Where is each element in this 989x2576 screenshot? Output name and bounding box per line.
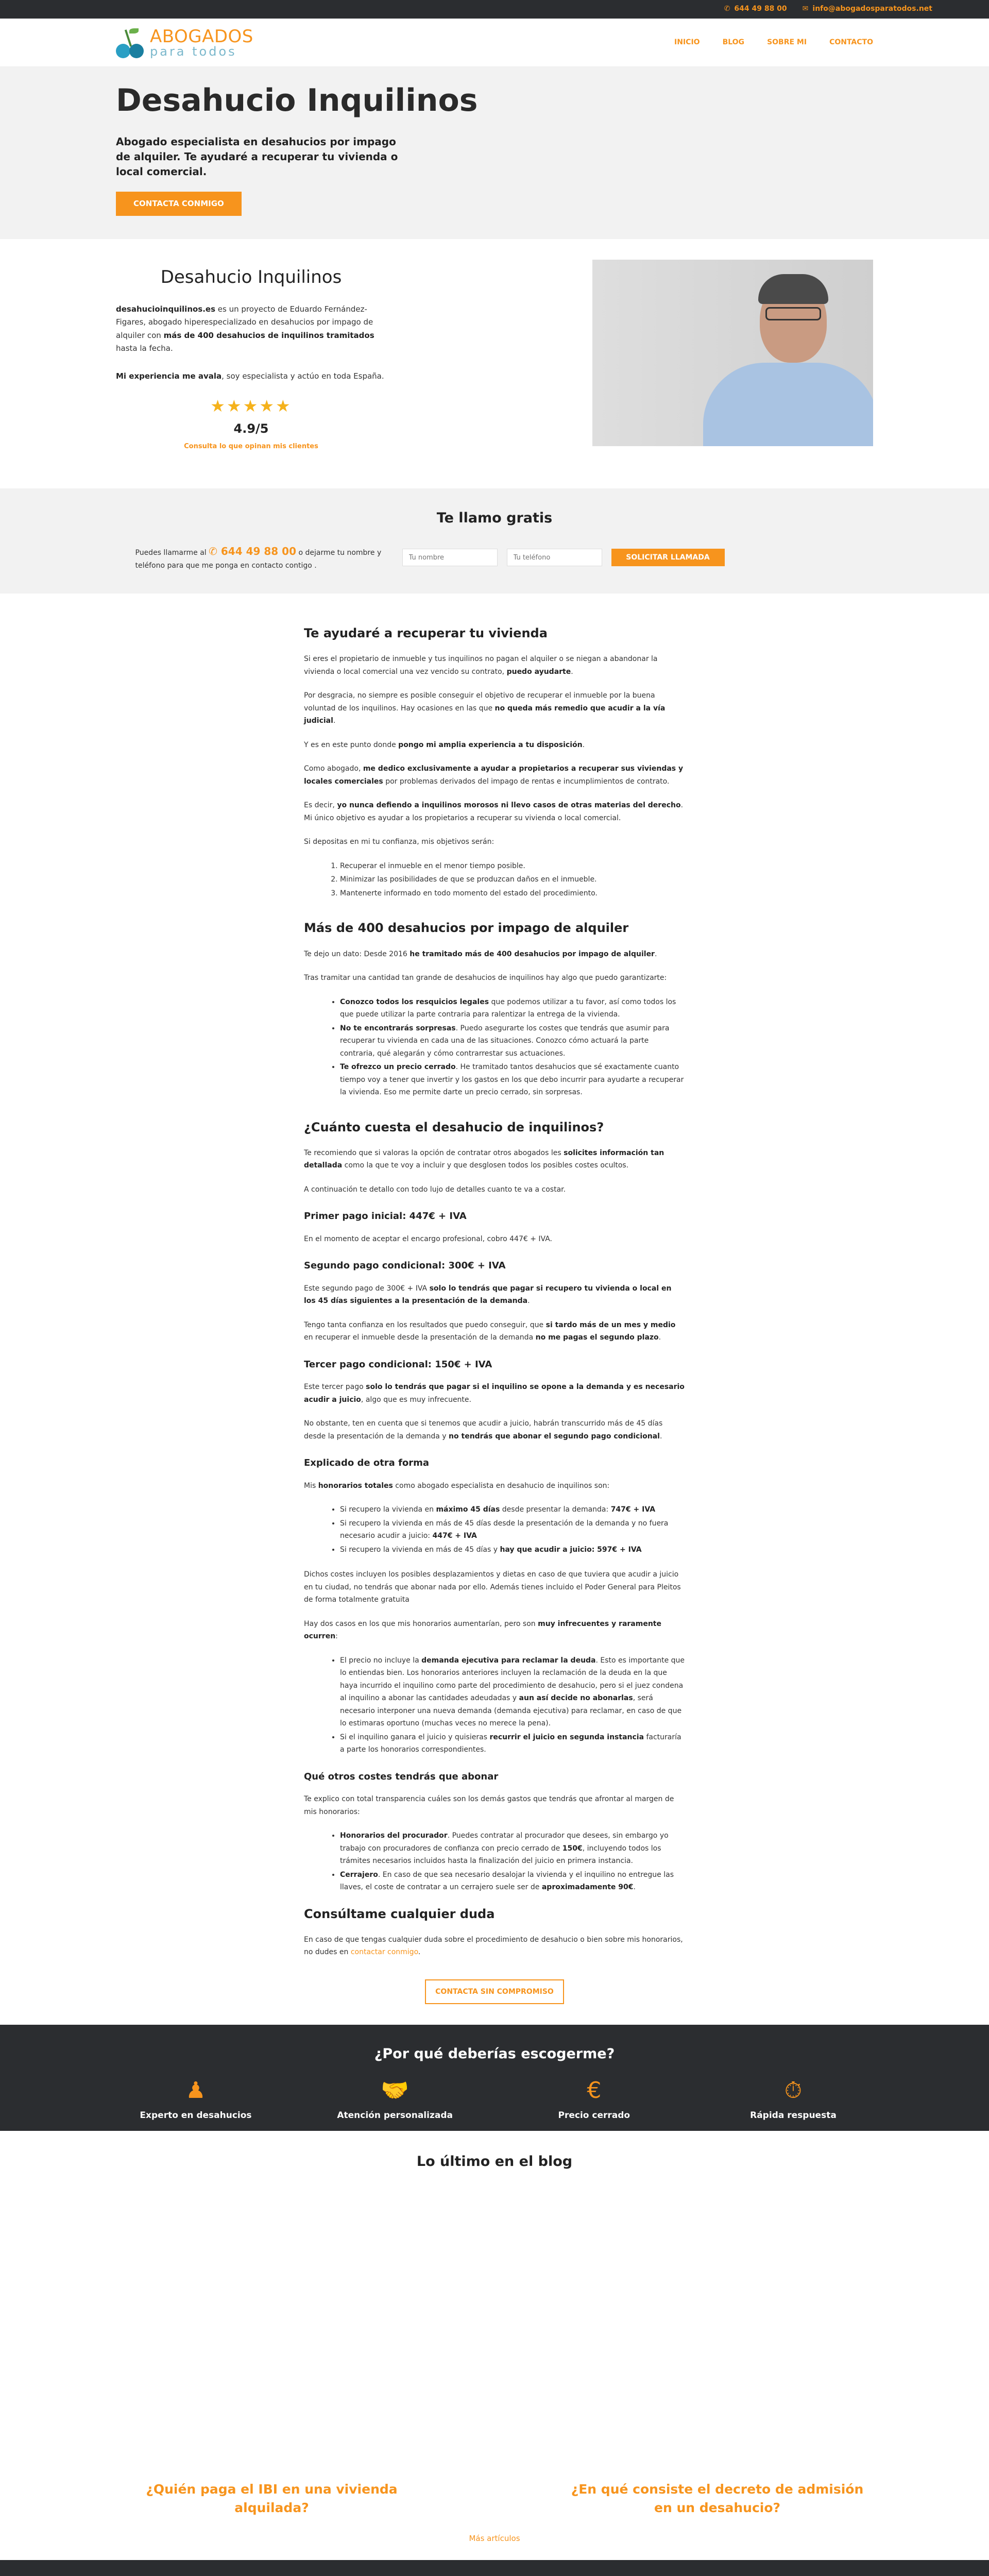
nav-item-blog[interactable]: BLOG — [722, 38, 745, 47]
paragraph: Como abogado, me dedico exclusivamente a ayudar a propietarios a recuperar sus viviendas y locales comerciales por problemas derivados del impago de rentas e incumplimientos de contrato. — [304, 765, 684, 786]
list-item: • Te ofrezco un precio cerrado. He tramitado tantos desahucios que sé exactamente cuanto tiempo voy a tener que invertir y los gastos en los que debo incurrir para ayudarte a recuperar la vivienda. Eso me permite darte un precio cerrado, sin sorpresas. — [340, 1061, 685, 1099]
main-article — [304, 594, 685, 2025]
list-item: • Conozco todos los resquicios legales que podemos utilizar a tu favor, así como todos los que puede utilizar la parte contraria para ralentizar la entrega de la vivienda. — [340, 996, 685, 1021]
nav-item-contacto[interactable]: CONTACTO — [829, 38, 873, 47]
topbar-phone[interactable] — [724, 3, 787, 15]
heading-400: Más de 400 desahucios por impago de alquiler — [304, 921, 629, 936]
phone-input[interactable] — [507, 549, 602, 566]
callback-phone-link[interactable]: ✆ 644 49 88 00 — [209, 545, 297, 558]
heading-cost: ¿Cuánto cuesta el desahucio de inquilinos? — [304, 1120, 604, 1134]
handshake-icon: 🤝 — [381, 2077, 410, 2104]
intro-title: Desahucio Inquilinos — [160, 266, 342, 287]
hero-subtitle: Abogado especialista en desahucios por impago de alquiler. Te ayudaré a recuperar tu vivienda o local comercial. — [116, 135, 398, 178]
cherries-logo-icon — [116, 27, 145, 58]
paragraph: Te dejo un dato: Desde 2016 he tramitado más de 400 desahucios por impago de alquiler. — [304, 950, 657, 958]
more-articles-link[interactable]: Más artículos — [469, 2533, 520, 2543]
hero-contact-button[interactable]: CONTACTA CONMIGO — [116, 192, 242, 216]
paragraph: No obstante, ten en cuenta que si tenemos que acudir a juicio, habrán transcurrido más de 45 días desde la presentación de la demanda y no tendrás que abonar el segundo pago condicional. — [304, 1419, 663, 1440]
topbar-phone-text: 644 49 88 00 — [734, 5, 787, 13]
topbar-email[interactable] — [803, 3, 932, 15]
list-item: • Si el inquilino ganara el juicio y quisieras recurrir el juicio en segunda instancia facturaría a parte los honorarios correspondientes. — [340, 1731, 685, 1756]
feature-fast — [716, 2079, 871, 2123]
contact-me-link[interactable]: contactar conmigo — [350, 1948, 418, 1957]
paragraph: A continuación te detallo con todo lujo de detalles cuanto te va a costar. — [304, 1185, 566, 1194]
blog-title: Lo último en el blog — [416, 2154, 573, 2170]
paragraph: Si eres el propietario de inmueble y tus inquilinos no pagan el alquiler o se niegan a abandonar la vivienda o local comercial una vez vencido su contrato, puedo ayudarte. — [304, 655, 658, 676]
heading-other-costs: Qué otros costes tendrás que abonar — [304, 1771, 499, 1782]
list-item: 2. Minimizar las posibilidades de que se produzcan daños en el inmueble. — [340, 873, 685, 886]
nav-item-sobre-mi[interactable]: SOBRE MI — [767, 38, 807, 47]
heading-second-payment: Segundo pago condicional: 300€ + IVA — [304, 1260, 506, 1272]
blog-post-link[interactable]: ¿En qué consiste el decreto de admisión en un desahucio? — [571, 2482, 864, 2516]
list-item: • Si recupero la vivienda en máximo 45 días desde presentar la demanda: 747€ + IVA — [340, 1503, 685, 1516]
paragraph: Dichos costes incluyen los posibles desplazamientos y dietas en caso de que tuviera que acudir a juicio en tu ciudad, no tendrás que abonar nada por ello. Además tienes incluido el Poder General para Pleitos de forma totalmente gratuita — [304, 1570, 681, 1604]
paragraph: Es decir, yo nunca defiendo a inquilinos morosos ni llevo casos de otras materias del derecho. Mi único objetivo es ayudar a los propietarios a recuperar su vivienda o local comercial. — [304, 801, 684, 822]
other-costs-list — [340, 1829, 685, 1894]
rating-score: 4.9/5 — [233, 421, 269, 436]
paragraph: Mis honorarios totales como abogado especialista en desahucio de inquilinos son: — [304, 1481, 610, 1490]
paragraph: Este tercer pago solo lo tendrás que pagar si el inquilino se opone a la demanda y es necesario acudir a juicio, algo que es muy infrecuente. — [304, 1383, 685, 1404]
feature-price — [517, 2079, 671, 2123]
list-item: • Si recupero la vivienda en más de 45 días desde la presentación de la demanda y no fuera necesario acudir a juicio: 447€ + IVA — [340, 1517, 685, 1543]
intro-paragraph-1: desahucioinquilinos.es es un proyecto de Eduardo Fernández-Figares, abogado hiperespecializado en desahucios por impago de alquiler con más de 400 desahucios de inquilinos tramitados hasta la fecha. — [116, 304, 374, 353]
goals-list — [340, 860, 685, 900]
site-footer — [0, 2560, 989, 2576]
rating-stars-icon: ★★★★★ — [210, 396, 292, 416]
heading-help: Te ayudaré a recuperar tu vivienda — [304, 626, 548, 641]
paragraph: Tengo tanta confianza en los resultados que puedo conseguir, que si tardo más de un mes y medio en recuperar el inmueble desde la presentación de la demanda no me pagas el segundo plazo. — [304, 1320, 676, 1342]
main-nav — [674, 37, 873, 48]
contact-no-commitment-button[interactable]: CONTACTA SIN COMPROMISO — [425, 1979, 564, 2005]
heading-explained: Explicado de otra forma — [304, 1458, 430, 1469]
extra-fees-list — [340, 1654, 685, 1756]
paragraph: Tras tramitar una cantidad tan grande de desahucios de inquilinos hay algo que puedo garantizarte: — [304, 974, 667, 982]
site-header — [0, 19, 989, 67]
why-title: ¿Por qué deberías escogerme? — [374, 2046, 615, 2062]
reviews-link[interactable]: Consulta lo que opinan mis clientes — [184, 443, 318, 451]
paragraph: Hay dos casos en los que mis honorarios aumentarían, pero son muy infrecuentes y raramente ocurren: — [304, 1619, 661, 1641]
heading-consult: Consúltame cualquier duda — [304, 1906, 495, 1921]
paragraph: Te recomiendo que si valoras la opción de contratar otros abogados les solicites información tan detallada como la que te voy a incluir y que desglosen todos los posibles costes ocultos. — [304, 1148, 664, 1170]
phone-icon: ✆ — [724, 5, 730, 13]
feature-expert — [118, 2079, 273, 2123]
feature-label: Rápida respuesta — [750, 2110, 837, 2121]
paragraph: Este segundo pago de 300€ + IVA solo lo tendrás que pagar si recupero tu vivienda o local en los 45 días siguientes a la presentación de la demanda. — [304, 1284, 672, 1306]
hero-title: Desahucio Inquilinos — [116, 82, 478, 118]
list-item: • No te encontrarás sorpresas. Puedo asegurarte los costes que tendrás que asumir para recuperar tu vivienda en cada una de las situaciones. Conozco cómo actuará la parte contraria, qué alegarán y cómo contrarrestar sus actuaciones. — [340, 1022, 685, 1060]
nav-item-inicio[interactable]: INICIO — [674, 38, 700, 47]
paragraph: Y es en este punto donde pongo mi amplia experiencia a tu disposición. — [304, 740, 585, 749]
paragraph: En caso de que tengas cualquier duda sobre el procedimiento de desahucio o bien sobre mis honorarios, no dudes en contactar conmigo. — [304, 1935, 683, 1957]
topbar-email-text: info@abogadosparatodos.net — [812, 5, 932, 13]
heading-first-payment: Primer pago inicial: 447€ + IVA — [304, 1211, 467, 1222]
feature-label: Experto en desahucios — [140, 2110, 252, 2121]
logo-line-1: ABOGADOS — [150, 26, 253, 47]
euro-icon: € — [587, 2077, 602, 2104]
heading-third-payment: Tercer pago condicional: 150€ + IVA — [304, 1359, 492, 1370]
intro-paragraph-2: Mi experiencia me avala, soy especialista y actúo en toda España. — [116, 371, 384, 381]
stopwatch-icon: ⏱ — [784, 2077, 803, 2104]
why-section — [0, 2025, 989, 2131]
callback-title: Te llamo gratis — [436, 510, 553, 526]
guarantees-list — [340, 996, 685, 1099]
hero-section — [0, 67, 989, 239]
list-item: 1. Recuperar el inmueble en el menor tiempo posible. — [340, 860, 685, 873]
top-bar — [0, 0, 989, 19]
mail-icon: ✉ — [802, 5, 809, 13]
intro-section — [0, 239, 989, 488]
logo-line-2: para todos — [150, 44, 237, 59]
paragraph: En el momento de aceptar el encargo profesional, cobro 447€ + IVA. — [304, 1234, 552, 1243]
blog-post-link[interactable]: ¿Quién paga el IBI en una vivienda alquilada? — [146, 2482, 398, 2516]
paragraph: Te explico con total transparencia cuáles son los demás gastos que tendrás que afrontar al margen de mis honorarios: — [304, 1795, 674, 1816]
fees-list — [340, 1503, 685, 1556]
list-item: • Si recupero la vivienda en más de 45 días y hay que acudir a juicio: 597€ + IVA — [340, 1544, 685, 1556]
feature-personal — [318, 2079, 472, 2123]
list-item: 3. Mantenerte informado en todo momento del estado del procedimiento. — [340, 887, 685, 900]
callback-section — [0, 488, 989, 594]
site-logo[interactable] — [116, 27, 253, 58]
callback-text: Puedes llamarme al ✆ 644 49 88 00 o dejarme tu nombre y teléfono para que me ponga en contacto contigo . — [135, 545, 382, 570]
request-call-button[interactable]: SOLICITAR LLAMADA — [611, 549, 725, 566]
expert-person-icon: ♟ — [185, 2077, 206, 2104]
list-item: • Honorarios del procurador. Puedes contratar al procurador que desees, sin embargo yo trabajo con procuradores de confianza con precio cerrado de 150€, incluyendo todos los trámites necesarios incluidos hasta la finalización del juicio en primera instancia. — [340, 1829, 685, 1868]
name-input[interactable] — [402, 549, 498, 566]
blog-section — [0, 2131, 989, 2560]
feature-label: Precio cerrado — [558, 2110, 630, 2121]
list-item: • El precio no incluye la demanda ejecutiva para reclamar la deuda. Esto es importante que lo entiendas bien. Los honorarios anteriores incluyen la reclamación de la deuda en la que haya incurrido el inquilino como parte del procedimiento de desahucio, pero si el juez condena al inquilino a abonar las cantidades adeudadas y aun así decide no abonarlas, será necesario interponer una nueva demanda (demanda ejecutiva) para reclamar, en caso de que lo estimaras oportuno (muchas veces no merece la pena). — [340, 1654, 685, 1730]
paragraph: Si depositas en mi tu confianza, mis objetivos serán: — [304, 838, 494, 846]
lawyer-portrait-photo — [592, 260, 873, 446]
feature-label: Atención personalizada — [337, 2110, 453, 2121]
paragraph: Por desgracia, no siempre es posible conseguir el objetivo de recuperar el inmueble por la buena voluntad de los inquilinos. Hay ocasiones en las que no queda más remedio que acudir a la vía judicial. — [304, 691, 666, 725]
list-item: • Cerrajero. En caso de que sea necesario desalojar la vivienda y el inquilino no entregue las llaves, el coste de contratar a un cerrajero suele ser de aproximadamente 90€. — [340, 1869, 685, 1894]
